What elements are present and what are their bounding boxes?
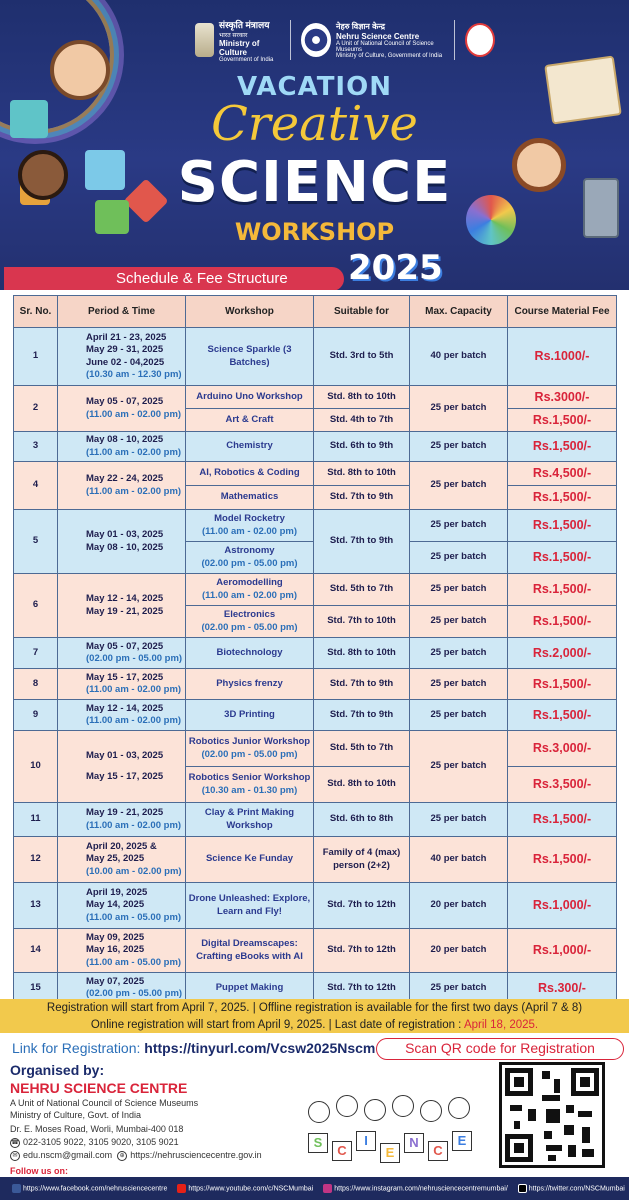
header-sr: Sr. No. (14, 296, 58, 328)
table-row (14, 638, 617, 669)
workshop-cell (186, 510, 314, 542)
workshop-time: (02.00 pm - 05.00 pm) (201, 748, 298, 760)
course-fee: Rs.2,000/- (508, 638, 617, 669)
period-date: April 20, 2025 & (86, 840, 157, 852)
suitable-for: Std. 7th to 9th (314, 486, 410, 510)
period-date: May 25, 2025 (86, 853, 145, 865)
period-cell (58, 638, 186, 669)
max-capacity: 20 per batch (410, 929, 508, 973)
workshop-time: (11.00 am - 02.00 pm) (201, 525, 298, 537)
period-date: May 12 - 14, 2025 (86, 702, 164, 714)
header-period: Period & Time (58, 296, 186, 328)
max-capacity: 25 per batch (410, 386, 508, 432)
phone-row (10, 1137, 179, 1148)
max-capacity: 25 per batch (410, 574, 508, 606)
max-capacity: 20 per batch (410, 883, 508, 929)
header-suitable: Suitable for (314, 296, 410, 328)
workshop-name: Chemistry (186, 432, 314, 462)
kid-head-icon (420, 1100, 442, 1122)
qr-module (546, 1145, 562, 1151)
workshop-name: Physics frenzy (186, 669, 314, 700)
workshop-name: Astronomy (224, 545, 275, 557)
sr-no: 13 (14, 883, 58, 929)
workshop-name: Science Ke Funday (186, 837, 314, 883)
nsc-wheel-icon (301, 23, 331, 57)
globe-icon: ⊕ (117, 1151, 127, 1161)
period-date: May 15 - 17, 2025 (86, 770, 164, 782)
max-capacity: 25 per batch (410, 700, 508, 731)
facebook-icon (12, 1184, 21, 1193)
workshop-cell (186, 574, 314, 606)
course-fee: Rs.1,000/- (508, 929, 617, 973)
qr-module (542, 1071, 550, 1079)
course-fee: Rs.1,500/- (508, 432, 617, 462)
sr-no: 12 (14, 837, 58, 883)
facebook-url: https://www.facebook.com/nehrusciencecentre (23, 1185, 168, 1193)
workshop-cell (186, 731, 314, 767)
workshop-time: (02.00 pm - 05.00 pm) (201, 557, 298, 569)
suitable-for: Family of 4 (max) person (2+2) (314, 837, 410, 883)
contact-row (10, 1150, 262, 1161)
period-cell (58, 386, 186, 432)
header-capacity: Max. Capacity (410, 296, 508, 328)
ministry-name: Ministry of Culture (219, 38, 260, 57)
suitable-for: Std. 3rd to 5th (314, 328, 410, 386)
registration-line-2 (0, 1017, 629, 1034)
social-link-x[interactable] (518, 1184, 625, 1193)
table-row (14, 837, 617, 883)
science-letter: N (404, 1133, 424, 1153)
period-date: May 12 - 14, 2025 (86, 593, 164, 605)
qr-module (546, 1109, 560, 1123)
period-cell (58, 574, 186, 638)
period-time: (02.00 pm - 05.00 pm) (86, 988, 183, 999)
suitable-for: Std. 7th to 9th (314, 700, 410, 731)
table-row (14, 328, 617, 386)
qr-caption: Scan QR code for Registration (376, 1038, 624, 1060)
table-row (14, 803, 617, 837)
course-fee: Rs.4,500/- (508, 462, 617, 486)
email-link[interactable]: edu.nscm@gmail.com (23, 1150, 113, 1160)
course-fee: Rs.1,500/- (508, 542, 617, 574)
max-capacity: 25 per batch (410, 973, 508, 1004)
course-fee: Rs.1,000/- (508, 883, 617, 929)
period-date: June 02 - 04,2025 (86, 356, 165, 368)
kid-head-icon (392, 1095, 414, 1117)
ministry-govt: Government of India (219, 56, 274, 63)
kids-science-illustration (300, 1095, 490, 1170)
period-cell (58, 432, 186, 462)
course-fee: Rs.1,500/- (508, 837, 617, 883)
organised-by-heading: Organised by: (10, 1062, 105, 1078)
workshop-name: Robotics Senior Workshop (188, 772, 311, 784)
course-fee: Rs.300/- (508, 973, 617, 1004)
workshop-name: Electronics (223, 609, 276, 621)
period-date: May 01 - 03, 2025 (86, 750, 164, 762)
course-fee: Rs.1,500/- (508, 574, 617, 606)
national-emblem-icon (195, 23, 214, 57)
period-time: (11.00 am - 02.00 pm) (86, 485, 182, 497)
organiser-address: Dr. E. Moses Road, Worli, Mumbai-400 018 (10, 1124, 184, 1134)
period-time: (11.00 am - 05.00 pm) (86, 911, 182, 923)
registration-link-text (12, 1040, 375, 1056)
ministry-logo (195, 18, 280, 63)
course-fee: Rs.1,500/- (508, 669, 617, 700)
phone-icon: ☎ (11, 1139, 19, 1146)
course-fee: Rs.1,500/- (508, 409, 617, 432)
qr-finder (505, 1134, 533, 1162)
qr-module (554, 1079, 560, 1093)
header-fee: Course Material Fee (508, 296, 617, 328)
workshop-time: (10.30 am - 01.30 pm) (201, 784, 298, 796)
suitable-for: Std. 7th to 12th (314, 973, 410, 1004)
sr-no: 15 (14, 973, 58, 1004)
link-row (0, 1038, 629, 1060)
sr-no: 8 (14, 669, 58, 700)
title-creative: Creative (211, 96, 418, 152)
sr-no: 6 (14, 574, 58, 638)
period-date: April 19, 2025 (86, 886, 148, 898)
table-row (14, 432, 617, 462)
suitable-for: Std. 8th to 10th (314, 767, 410, 803)
period-cell (58, 700, 186, 731)
suitable-for: Std. 7th to 12th (314, 883, 410, 929)
registration-link[interactable]: https://tinyurl.com/Vcsw2025Nscm (144, 1040, 376, 1056)
nsc-logo-sub2: Ministry of Culture, Government of India (336, 53, 443, 59)
science-letter: E (452, 1131, 472, 1151)
max-capacity: 25 per batch (410, 542, 508, 574)
qr-module (510, 1105, 522, 1111)
suitable-for: Std. 7th to 9th (314, 669, 410, 700)
qr-module (548, 1155, 556, 1161)
workshop-name: Biotechnology (186, 638, 314, 669)
period-time: (10.00 am - 02.00 pm) (86, 865, 182, 877)
qr-module (544, 1131, 552, 1139)
course-fee: Rs.1,500/- (508, 606, 617, 638)
period-date: May 19 - 21, 2025 (86, 605, 164, 617)
period-date: May 08 - 10, 2025 (86, 541, 164, 553)
kid-head-icon (448, 1097, 470, 1119)
organiser-name: NEHRU SCIENCE CENTRE (10, 1080, 188, 1096)
poster-header (0, 0, 629, 290)
suitable-for: Std. 4th to 7th (314, 409, 410, 432)
qr-module (568, 1145, 576, 1157)
suitable-for: Std. 7th to 10th (314, 606, 410, 638)
course-fee: Rs.1,500/- (508, 486, 617, 510)
suitable-for: Std. 6th to 9th (314, 432, 410, 462)
max-capacity: 25 per batch (410, 669, 508, 700)
period-date: May 29 - 31, 2025 (86, 344, 164, 356)
workshop-name: Drone Unleashed: Explore, Learn and Fly! (186, 883, 314, 929)
youtube-url: https://www.youtube.com/c/NSCMumbai (188, 1185, 314, 1193)
social-link-instagram[interactable] (323, 1184, 508, 1193)
last-date: April 18, 2025. (463, 1019, 539, 1031)
sr-no: 14 (14, 929, 58, 973)
workshop-cell (186, 606, 314, 638)
table-header-row (14, 296, 617, 328)
max-capacity: 25 per batch (410, 803, 508, 837)
registration-line-1: Registration will start from April 7, 2025. | Offline registration is available for the first two days (April 7 & 8) (46, 1002, 583, 1014)
sr-no: 9 (14, 700, 58, 731)
workshop-time: (02.00 pm - 05.00 pm) (201, 621, 298, 633)
organiser-line-1: A Unit of National Council of Science Museums (10, 1098, 199, 1108)
period-time: (11.00 am - 02.00 pm) (86, 715, 182, 726)
logo-strip (195, 14, 495, 66)
workshop-name: Model Rocketry (214, 513, 285, 525)
sr-no: 3 (14, 432, 58, 462)
science-letter: I (356, 1131, 376, 1151)
period-date: May 05 - 07, 2025 (86, 640, 164, 652)
phone-numbers: 022-3105 9022, 3105 9020, 3105 9021 (23, 1137, 179, 1147)
workshop-cell (186, 542, 314, 574)
header-workshop: Workshop (186, 296, 314, 328)
table-row (14, 386, 617, 409)
science-letter: C (332, 1141, 352, 1161)
qr-module (582, 1127, 590, 1143)
suitable-for: Std. 5th to 7th (314, 731, 410, 767)
period-cell (58, 929, 186, 973)
social-link-facebook[interactable] (12, 1184, 167, 1193)
qr-finder (505, 1068, 533, 1096)
suitable-for: Std. 6th to 8th (314, 803, 410, 837)
sr-no: 1 (14, 328, 58, 386)
period-date: May 07, 2025 (86, 975, 145, 987)
nsc-logo-sub1: A Unit of National Council of Science Museums (336, 41, 434, 53)
course-fee: Rs.1,500/- (508, 700, 617, 731)
kid-head-icon (364, 1099, 386, 1121)
workshop-name: Puppet Making (186, 973, 314, 1004)
period-cell (58, 510, 186, 574)
workshop-name: Digital Dreamscapes: Crafting eBooks with AI (186, 929, 314, 973)
workshop-name: AI, Robotics & Coding (186, 462, 314, 486)
period-date: May 16, 2025 (86, 944, 145, 956)
title-vacation: VACATION (237, 72, 392, 102)
period-cell (58, 803, 186, 837)
science-letter: C (428, 1141, 448, 1161)
sr-no: 10 (14, 731, 58, 803)
instagram-icon (323, 1184, 332, 1193)
table-row (14, 731, 617, 767)
period-cell (58, 328, 186, 386)
period-date: May 05 - 07, 2025 (86, 396, 164, 408)
nsc-hindi: नेहरु विज्ञान केन्द्र (336, 22, 385, 31)
suitable-for: Std. 8th to 10th (314, 638, 410, 669)
period-date: May 09, 2025 (86, 931, 145, 943)
period-time: (11.00 am - 02.00 pm) (86, 408, 182, 420)
max-capacity: 25 per batch (410, 606, 508, 638)
qr-module (528, 1109, 536, 1121)
x-url: https://twitter.com/NSCMumbai (528, 1185, 625, 1193)
workshop-cell (186, 767, 314, 803)
qr-module (564, 1125, 574, 1135)
period-cell (58, 731, 186, 803)
period-cell (58, 669, 186, 700)
max-capacity: 40 per batch (410, 328, 508, 386)
follow-us-label: Follow us on: (10, 1166, 68, 1176)
nsc-logo-name: Nehru Science Centre (336, 32, 420, 41)
sr-no: 4 (14, 462, 58, 510)
course-fee: Rs.3,000/- (508, 731, 617, 767)
sr-no: 2 (14, 386, 58, 432)
qr-finder (571, 1068, 599, 1096)
science-letter: S (308, 1133, 328, 1153)
table-row (14, 700, 617, 731)
suitable-for: Std. 8th to 10th (314, 386, 410, 409)
period-time: (11.00 am - 02.00 pm) (86, 446, 182, 458)
science-letter: E (380, 1143, 400, 1163)
qr-module (542, 1095, 560, 1101)
logo-divider (290, 20, 291, 60)
nsc-logo (301, 21, 444, 59)
period-date: May 08 - 10, 2025 (86, 434, 164, 446)
website-link[interactable]: https://nehrusciencecentre.gov.in (130, 1150, 262, 1160)
period-cell (58, 883, 186, 929)
max-capacity: 40 per batch (410, 837, 508, 883)
title-workshop: WORKSHOP (234, 218, 395, 246)
title-science: SCIENCE (177, 150, 452, 215)
period-time: (11.00 am - 02.00 pm) (86, 684, 182, 695)
max-capacity: 25 per batch (410, 638, 508, 669)
instagram-url: https://www.instagram.com/nehrusciencecentremumbai/ (334, 1185, 508, 1193)
course-fee: Rs.1000/- (508, 328, 617, 386)
suitable-for: Std. 7th to 9th (314, 510, 410, 574)
max-capacity: 25 per batch (410, 510, 508, 542)
period-time: (11.00 am - 05.00 pm) (86, 956, 182, 968)
table-row (14, 510, 617, 542)
registration-notice (0, 999, 629, 1033)
period-date: May 15 - 17, 2025 (86, 671, 164, 683)
period-date: May 22 - 24, 2025 (86, 473, 164, 485)
social-media-bar (0, 1177, 629, 1200)
suitable-for: Std. 8th to 10th (314, 462, 410, 486)
workshop-name: Clay & Print Making Workshop (186, 803, 314, 837)
ministry-hindi-sub: भारत सरकार (219, 32, 248, 39)
workshop-name: Mathematics (186, 486, 314, 510)
registration-line-2-text: Online registration will start from April 9, 2025. | Last date of registration : (90, 1019, 464, 1031)
period-cell (58, 462, 186, 510)
social-link-youtube[interactable] (177, 1184, 313, 1193)
period-cell (58, 837, 186, 883)
kid-head-icon (308, 1101, 330, 1123)
table-row (14, 574, 617, 606)
workshop-name: Aeromodelling (216, 577, 283, 589)
workshop-name: 3D Printing (186, 700, 314, 731)
period-time: (02.00 pm - 05.00 pm) (86, 653, 183, 664)
workshop-name: Science Sparkle (3 Batches) (186, 328, 314, 386)
period-date: May 01 - 03, 2025 (86, 529, 164, 541)
registration-qr-code[interactable] (499, 1062, 605, 1168)
table-row (14, 462, 617, 486)
workshop-name: Art & Craft (186, 409, 314, 432)
qr-module (578, 1111, 592, 1117)
mascot-logo-icon (465, 23, 495, 57)
period-date: May 19 - 21, 2025 (86, 807, 164, 819)
workshop-name: Arduino Uno Workshop (186, 386, 314, 409)
qr-module (514, 1121, 520, 1129)
ministry-hindi: संस्कृति मंत्रालय (219, 19, 270, 30)
max-capacity: 25 per batch (410, 462, 508, 510)
table-row (14, 669, 617, 700)
period-date: April 21 - 23, 2025 (86, 331, 167, 343)
suitable-for: Std. 5th to 7th (314, 574, 410, 606)
workshop-time: (11.00 am - 02.00 pm) (201, 589, 298, 601)
course-fee: Rs.3,500/- (508, 767, 617, 803)
email-icon: ✉ (10, 1151, 20, 1161)
sr-no: 5 (14, 510, 58, 574)
course-fee: Rs.3000/- (508, 386, 617, 409)
max-capacity: 25 per batch (410, 731, 508, 803)
suitable-for: Std. 7th to 12th (314, 929, 410, 973)
table-row (14, 883, 617, 929)
qr-module (566, 1105, 574, 1113)
registration-link-label: Link for Registration: (12, 1040, 145, 1056)
sr-no: 11 (14, 803, 58, 837)
qr-module (582, 1149, 594, 1157)
period-time: (10.30 am - 12.30 pm) (86, 368, 182, 380)
sr-no: 7 (14, 638, 58, 669)
workshop-name: Robotics Junior Workshop (188, 736, 311, 748)
title-year: 2025 (348, 248, 443, 288)
x-icon (518, 1184, 527, 1193)
logo-divider (454, 20, 455, 60)
youtube-icon (177, 1184, 186, 1193)
schedule-table (13, 295, 616, 1004)
schedule-label: Schedule & Fee Structure (116, 270, 288, 287)
period-time: (11.00 am - 02.00 pm) (86, 819, 182, 831)
table-row (14, 929, 617, 973)
max-capacity: 25 per batch (410, 432, 508, 462)
period-date: May 14, 2025 (86, 899, 145, 911)
kid-head-icon (336, 1095, 358, 1117)
organiser-line-2: Ministry of Culture, Govt. of India (10, 1110, 142, 1120)
course-fee: Rs.1,500/- (508, 803, 617, 837)
course-fee: Rs.1,500/- (508, 510, 617, 542)
